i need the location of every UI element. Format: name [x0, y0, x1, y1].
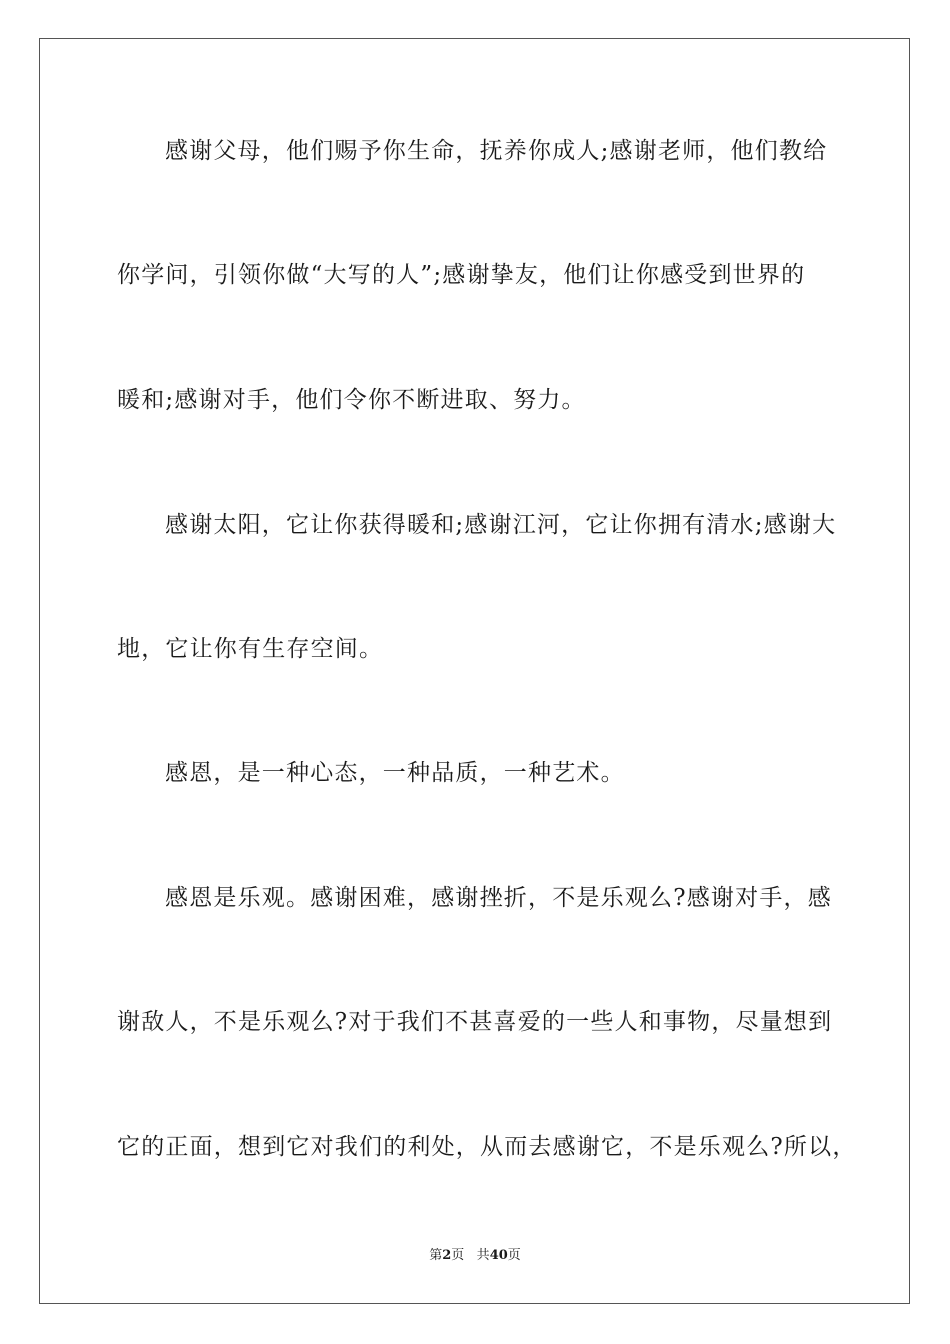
paragraph-line: 地，它让你有生存空间。	[117, 636, 384, 662]
page-suffix: 页	[451, 1248, 465, 1263]
page-number: 2	[442, 1248, 452, 1263]
total-suffix: 页	[507, 1248, 521, 1263]
total-prefix: 共	[476, 1248, 490, 1263]
paragraph-line: 它的正面，想到它对我们的利处，从而去感谢它，不是乐观么?所以，	[117, 1134, 857, 1160]
page-border	[39, 38, 910, 1304]
page-prefix: 第	[429, 1248, 443, 1263]
paragraph-line: 你学问，引领你做“大写的人”;感谢挚友，他们让你感受到世界的	[117, 262, 806, 288]
paragraph-line: 谢敌人，不是乐观么?对于我们不甚喜爱的一些人和事物，尽量想到	[117, 1009, 833, 1035]
paragraph-line: 感谢父母，他们赐予你生命，抚养你成人;感谢老师，他们教给	[165, 138, 828, 164]
total-pages: 40	[489, 1248, 508, 1263]
paragraph-line: 感恩，是一种心态，一种品质，一种艺术。	[165, 760, 625, 786]
paragraph-line: 暖和;感谢对手，他们令你不断进取、努力。	[117, 387, 586, 413]
paragraph-line: 感恩是乐观。感谢困难，感谢挫折，不是乐观么?感谢对手，感	[165, 885, 832, 911]
page-footer	[0, 1247, 950, 1265]
paragraph-line: 感谢太阳，它让你获得暖和;感谢江河，它让你拥有清水;感谢大	[165, 512, 837, 538]
